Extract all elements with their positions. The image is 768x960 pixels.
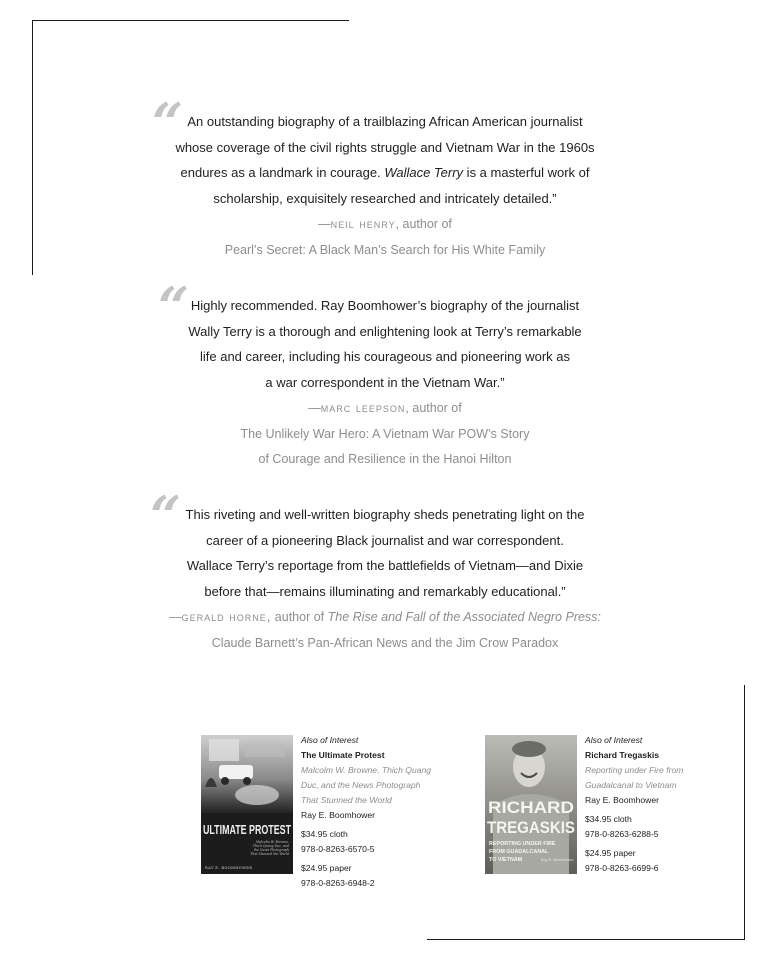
book-info-richard-tregaskis: [585, 733, 683, 876]
frame-line-bottom: [427, 939, 745, 940]
attribution-author: marc leepson: [320, 400, 406, 415]
cover-author: RAY E. BOOMHOWER: [205, 866, 253, 870]
quote-line: Highly recommended. Ray Boomhower’s biography of the journalist: [190, 298, 580, 313]
also-of-interest: Also of Interest: [301, 735, 359, 745]
quote-line-text: endures as a landmark in courage.: [180, 165, 381, 180]
quote-line: scholarship, exquisitely researched and intricately detailed.”: [213, 190, 557, 206]
cover-subtitle: REPORTING UNDER FIRE: [489, 841, 556, 847]
quote-1: [150, 109, 620, 263]
attribution-author: gerald horne,: [181, 609, 272, 624]
also-of-interest: Also of Interest: [585, 735, 643, 745]
book-subtitle: Guadalcanal to Vietnam: [585, 780, 677, 790]
quote-line: before that—remains illuminating and remarkably educational.”: [204, 583, 566, 599]
quote-line: a war correspondent in the Vietnam War.”: [265, 374, 505, 390]
attribution-book: Pearl’s Secret: A Black Man’s Search for His White Family: [224, 242, 546, 257]
cover-subtitle: Malcolm W. Browne,: [255, 840, 289, 844]
cover-subtitle: the News Photograph: [253, 848, 289, 852]
quote-3: [150, 502, 620, 656]
frame-line-right: [744, 685, 745, 940]
attribution-dash: —: [318, 217, 331, 231]
quote-mark-icon: “: [158, 275, 190, 339]
attribution-author-of: , author of: [405, 401, 462, 415]
book-author: Ray E. Boomhower: [585, 795, 660, 805]
cover-subtitle: FROM GUADALCANAL: [489, 849, 549, 855]
cover-title: RICHARD: [488, 798, 574, 817]
cover-title: TREGASKIS: [487, 818, 575, 837]
attribution: [150, 211, 620, 238]
cover-title: ULTIMATE PROTEST: [203, 823, 292, 837]
quote-line: Wally Terry is a thorough and enlightening look at Terry’s remarkable: [188, 323, 582, 339]
cloth-isbn: 978-0-8263-6288-5: [585, 829, 659, 839]
frame-line-top: [32, 20, 349, 21]
attribution-dash: —: [169, 610, 182, 624]
cover-subtitle: That Stunned the World: [250, 852, 289, 856]
book-subtitle: Reporting under Fire from: [585, 765, 684, 775]
quote-line-text: is a masterful work of: [463, 165, 590, 180]
quote-line: whose coverage of the civil rights struggle and Vietnam War in the 1960s: [175, 139, 595, 155]
frame-line-left: [32, 20, 33, 275]
attribution-book: of Courage and Resilience in the Hanoi Hilton: [258, 452, 512, 466]
cover-subtitle: TO VIETNAM: [489, 857, 523, 863]
cover-author: Ray E. Boomhower: [541, 858, 574, 862]
book-subtitle: Malcolm W. Browne, Thich Quang: [301, 765, 432, 775]
quote-2: [150, 293, 620, 473]
cover-subtitle: Thich Quang Duc, and: [252, 844, 289, 848]
cloth-isbn: 978-0-8263-6570-5: [301, 844, 375, 854]
quote-line: [150, 160, 620, 186]
quote-mark-icon: “: [152, 91, 184, 155]
book-cover-richard-tregaskis: [485, 735, 577, 874]
paper-price: $24.95 paper: [301, 863, 352, 873]
quote-line: An outstanding biography of a trailblazing African American journalist: [187, 114, 583, 129]
attribution-book: Claude Barnett’s Pan-African News and the Jim Crow Paradox: [211, 635, 559, 650]
attribution: [150, 604, 620, 631]
attribution-author-of: , author of: [395, 217, 452, 231]
book-title-italic: Wallace Terry: [384, 165, 464, 180]
attribution-book: The Rise and Fall of the Associated Negro Press:: [327, 610, 601, 624]
book-info-ultimate-protest: [301, 733, 431, 891]
attribution-author: neil henry: [330, 216, 396, 231]
book-author: Ray E. Boomhower: [301, 810, 376, 820]
quote-line: career of a pioneering Black journalist and war correspondent.: [206, 532, 564, 548]
quote-mark-icon: “: [150, 484, 182, 548]
attribution: [150, 395, 620, 422]
quote-line: Wallace Terry’s reportage from the battlefields of Vietnam—and Dixie: [186, 558, 584, 573]
attribution-dash: —: [308, 401, 321, 415]
quote-line: life and career, including his courageous and pioneering work as: [199, 349, 570, 364]
book-subtitle: Duc, and the News Photograph: [301, 780, 421, 790]
cloth-price: $34.95 cloth: [585, 814, 632, 824]
quote-line: This riveting and well-written biography sheds penetrating light on the: [185, 507, 585, 522]
attribution-author-of: author of: [271, 610, 328, 624]
book-title: The Ultimate Protest: [301, 750, 385, 760]
book-title: Richard Tregaskis: [585, 750, 660, 760]
book-cover-ultimate-protest: [201, 735, 293, 874]
paper-price: $24.95 paper: [585, 848, 636, 858]
paper-isbn: 978-0-8263-6699-6: [585, 863, 659, 873]
paper-isbn: 978-0-8263-6948-2: [301, 878, 375, 888]
cloth-price: $34.95 cloth: [301, 829, 348, 839]
book-subtitle: That Stunned the World: [301, 795, 392, 805]
attribution-book: The Unlikely War Hero: A Vietnam War POW’s Story: [240, 426, 530, 441]
